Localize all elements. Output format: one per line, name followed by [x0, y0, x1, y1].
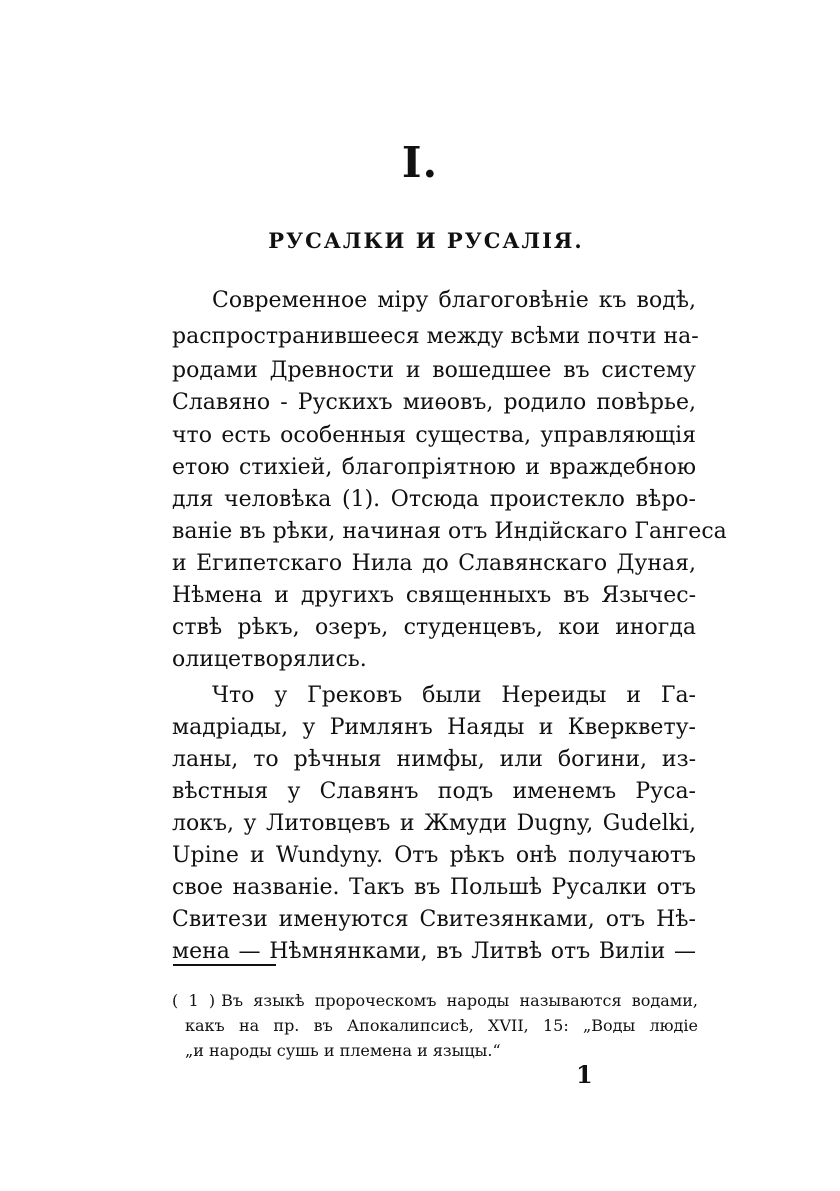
body-line: Что у Грековъ были Нереиды и Га- [212, 683, 696, 708]
body-line: родами Древности и вошедшее въ систему [172, 358, 696, 383]
body-line: локъ, у Литовцевъ и Жмуди Dugny, Gudelki, [172, 811, 696, 836]
body-line: ствѣ рѣкъ, озеръ, студенцевъ, кои иногда [172, 615, 696, 640]
body-line: олицетворялись. [172, 647, 367, 672]
page-number: 1 [576, 1060, 593, 1089]
body-line: что есть особенныя существа, управляющія [172, 423, 696, 448]
body-line: мена — Нѣмнянками, въ Литвѣ отъ Виліи — [172, 939, 696, 964]
body-line: Свитези именуются Свитезянками, отъ Нѣ- [172, 907, 696, 932]
body-line: Славяно - Рускихъ миѳовъ, родило повѣрье, [172, 390, 696, 415]
body-line: свое названіе. Такъ въ Польшѣ Русалки отъ [172, 875, 696, 900]
body-line: и Египетскаго Нила до Славянскаго Дуная, [172, 551, 696, 576]
footnote-separator [173, 964, 276, 966]
body-line: распространившееся между всѣми почти на- [172, 324, 699, 349]
body-line: для человѣка (1). Отсюда проистекло вѣро- [172, 487, 696, 512]
body-line: Upine и Wundyny. Отъ рѣкъ онѣ получаютъ [172, 843, 696, 868]
body-line: Нѣмена и другихъ священныхъ въ Язычес- [172, 583, 696, 608]
body-line: вѣстныя у Славянъ подъ именемъ Руса- [172, 779, 696, 804]
footnote-line: „и народы сушь и племена и языцы.“ [185, 1041, 501, 1060]
footnote-marker: ( 1 ) [172, 991, 216, 1010]
chapter-title: РУСАЛКИ И РУСАЛІЯ. [268, 228, 584, 253]
body-line: етою стихіей, благопріятною и враждебною [172, 455, 696, 480]
chapter-number: I. [401, 138, 439, 187]
footnote-line: какъ на пр. въ Апокалипсисѣ, XVII, 15: „Воды людіе [185, 1016, 698, 1035]
body-line: мадріады, у Римлянъ Наяды и Кверквету- [172, 715, 696, 740]
body-line: ланы, то рѣчныя нимфы, или богини, из- [172, 747, 696, 772]
body-line: ваніе въ рѣки, начиная отъ Индійскаго Гангеса [172, 519, 727, 544]
body-line: Современное міру благоговѣніе къ водѣ, [212, 288, 696, 313]
footnote-text: Въ языкѣ пророческомъ народы называются водами, [221, 991, 699, 1010]
footnote-line [172, 990, 698, 1012]
